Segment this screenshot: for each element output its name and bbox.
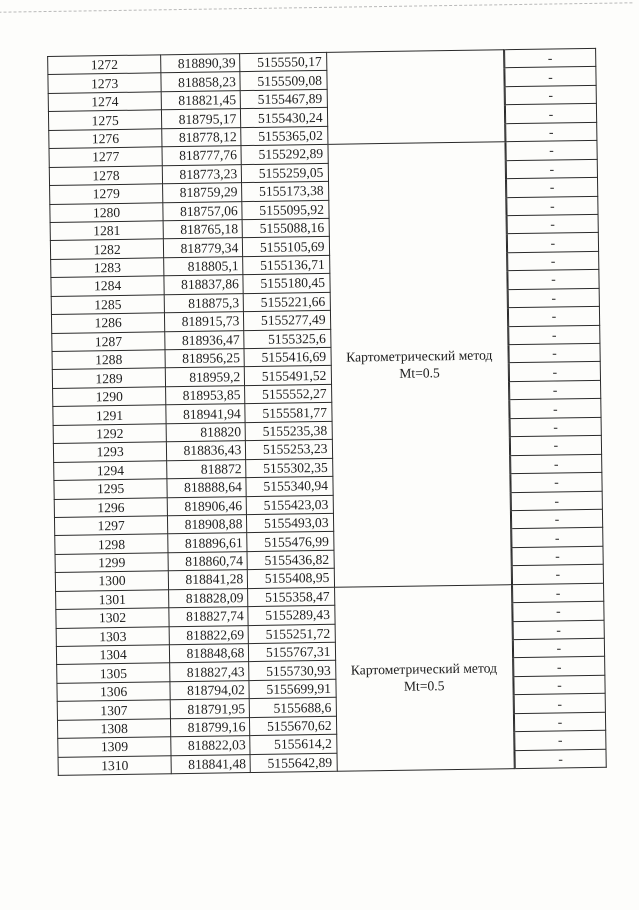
point-number-cell: 1294 bbox=[54, 460, 167, 480]
accuracy-label: Mt=0.5 bbox=[399, 365, 440, 381]
x-coordinate-cell: 818757,06 bbox=[163, 201, 242, 221]
dash-cell: - bbox=[509, 362, 600, 382]
y-coordinate-cell: 5155730,93 bbox=[249, 661, 335, 681]
dash-cell: - bbox=[514, 675, 605, 695]
x-coordinate-cell: 818822,69 bbox=[169, 625, 248, 645]
dash-cell: - bbox=[508, 306, 599, 326]
point-number-cell: 1307 bbox=[57, 700, 170, 720]
x-coordinate-cell: 818875,3 bbox=[164, 293, 243, 313]
point-number-cell: 1293 bbox=[53, 442, 166, 462]
x-coordinate-cell: 818841,48 bbox=[171, 754, 250, 774]
point-number-cell: 1304 bbox=[56, 645, 169, 665]
y-coordinate-cell: 5155105,69 bbox=[243, 237, 329, 257]
x-coordinate-cell: 818777,76 bbox=[162, 146, 241, 166]
dash-cell: - bbox=[506, 177, 597, 197]
point-number-cell: 1295 bbox=[54, 479, 167, 499]
x-coordinate-cell: 818848,68 bbox=[170, 644, 249, 664]
point-number-cell: 1282 bbox=[50, 239, 163, 259]
x-coordinate-cell: 818822,03 bbox=[171, 736, 250, 756]
y-coordinate-cell: 5155408,95 bbox=[248, 569, 334, 589]
y-coordinate-cell: 5155493,03 bbox=[247, 513, 333, 533]
point-number-cell: 1303 bbox=[56, 626, 169, 646]
point-number-cell: 1287 bbox=[52, 331, 165, 351]
x-coordinate-cell: 818805,1 bbox=[164, 256, 243, 276]
x-coordinate-cell: 818820 bbox=[166, 422, 245, 442]
x-coordinate-cell: 818915,73 bbox=[165, 312, 244, 332]
point-number-cell: 1298 bbox=[55, 534, 168, 554]
method-cell-empty bbox=[326, 50, 505, 145]
x-coordinate-cell: 818941,94 bbox=[166, 404, 245, 424]
point-number-cell: 1309 bbox=[58, 737, 171, 757]
y-coordinate-cell: 5155614,2 bbox=[250, 734, 336, 754]
point-number-cell: 1297 bbox=[54, 516, 167, 536]
x-coordinate-cell: 818953,85 bbox=[166, 385, 245, 405]
y-coordinate-cell: 5155088,16 bbox=[242, 218, 328, 238]
dash-cell: - bbox=[509, 380, 600, 400]
dash-cell: - bbox=[504, 48, 595, 68]
x-coordinate-cell: 818795,17 bbox=[162, 109, 241, 129]
dash-cell: - bbox=[514, 694, 605, 714]
y-coordinate-cell: 5155436,82 bbox=[247, 550, 333, 570]
dash-cell: - bbox=[515, 730, 606, 750]
point-number-cell: 1301 bbox=[56, 589, 169, 609]
accuracy-label: Mt=0.5 bbox=[403, 678, 445, 695]
x-coordinate-cell: 818827,43 bbox=[170, 662, 249, 682]
y-coordinate-cell: 5155289,43 bbox=[248, 605, 334, 625]
y-coordinate-cell: 5155235,38 bbox=[245, 421, 331, 441]
y-coordinate-cell: 5155358,47 bbox=[248, 587, 334, 607]
x-coordinate-cell: 818908,88 bbox=[168, 515, 247, 535]
point-number-cell: 1291 bbox=[53, 405, 166, 425]
x-coordinate-cell: 818779,34 bbox=[164, 238, 243, 258]
method-label: Картометрический метод bbox=[350, 660, 498, 678]
y-coordinate-cell: 5155581,77 bbox=[245, 403, 331, 423]
x-coordinate-cell: 818791,95 bbox=[170, 699, 249, 719]
y-coordinate-cell: 5155491,52 bbox=[245, 366, 331, 386]
x-coordinate-cell: 818828,09 bbox=[169, 588, 248, 608]
x-coordinate-cell: 818906,46 bbox=[167, 496, 246, 516]
point-number-cell: 1296 bbox=[54, 497, 167, 517]
dash-cell: - bbox=[508, 325, 599, 345]
x-coordinate-cell: 818890,39 bbox=[161, 54, 240, 74]
dash-cell: - bbox=[512, 583, 603, 603]
point-number-cell: 1306 bbox=[57, 682, 170, 702]
point-number-cell: 1300 bbox=[55, 571, 168, 591]
point-number-cell: 1274 bbox=[48, 92, 161, 112]
dash-cell: - bbox=[512, 546, 603, 566]
method-label: Картометрический метод bbox=[346, 347, 493, 365]
y-coordinate-cell: 5155173,38 bbox=[242, 181, 328, 201]
x-coordinate-cell: 818827,74 bbox=[169, 607, 248, 627]
y-coordinate-cell: 5155699,91 bbox=[249, 679, 335, 699]
x-coordinate-cell: 818956,25 bbox=[165, 349, 244, 369]
y-coordinate-cell: 5155670,62 bbox=[250, 716, 336, 736]
x-coordinate-cell: 818821,45 bbox=[161, 91, 240, 111]
x-coordinate-cell: 818837,86 bbox=[164, 275, 243, 295]
dash-cell: - bbox=[507, 233, 598, 253]
point-number-cell: 1288 bbox=[52, 350, 165, 370]
dash-cell: - bbox=[513, 657, 604, 677]
dash-cell: - bbox=[505, 67, 596, 87]
dash-cell: - bbox=[510, 399, 601, 419]
point-number-cell: 1305 bbox=[57, 663, 170, 683]
method-cell bbox=[334, 584, 514, 771]
dash-cell: - bbox=[506, 159, 597, 179]
dash-cell: - bbox=[506, 141, 597, 161]
point-number-cell: 1283 bbox=[51, 258, 164, 278]
point-number-cell: 1290 bbox=[53, 387, 166, 407]
dash-cell: - bbox=[512, 528, 603, 548]
coordinates-table bbox=[47, 48, 607, 776]
y-coordinate-cell: 5155136,71 bbox=[243, 255, 329, 275]
y-coordinate-cell: 5155550,17 bbox=[240, 52, 326, 72]
x-coordinate-cell: 818836,43 bbox=[167, 441, 246, 461]
dash-cell: - bbox=[508, 270, 599, 290]
page-top-edge bbox=[0, 2, 632, 12]
x-coordinate-cell: 818936,47 bbox=[165, 330, 244, 350]
dash-cell: - bbox=[508, 288, 599, 308]
dash-cell: - bbox=[505, 122, 596, 142]
dash-cell: - bbox=[507, 214, 598, 234]
y-coordinate-cell: 5155642,89 bbox=[250, 753, 336, 773]
point-number-cell: 1275 bbox=[48, 110, 161, 130]
point-number-cell: 1286 bbox=[51, 313, 164, 333]
x-coordinate-cell: 818959,2 bbox=[165, 367, 244, 387]
point-number-cell: 1276 bbox=[49, 129, 162, 149]
dash-cell: - bbox=[509, 343, 600, 363]
point-number-cell: 1285 bbox=[51, 294, 164, 314]
dash-cell: - bbox=[507, 251, 598, 271]
point-number-cell: 1299 bbox=[55, 553, 168, 573]
dash-cell: - bbox=[505, 85, 596, 105]
x-coordinate-cell: 818765,18 bbox=[163, 220, 242, 240]
y-coordinate-cell: 5155365,02 bbox=[241, 126, 327, 146]
dash-cell: - bbox=[514, 712, 605, 732]
y-coordinate-cell: 5155302,35 bbox=[246, 458, 332, 478]
x-coordinate-cell: 818773,23 bbox=[162, 164, 241, 184]
point-number-cell: 1302 bbox=[56, 608, 169, 628]
point-number-cell: 1292 bbox=[53, 424, 166, 444]
x-coordinate-cell: 818872 bbox=[167, 459, 246, 479]
dash-cell: - bbox=[513, 601, 604, 621]
x-coordinate-cell: 818778,12 bbox=[162, 127, 241, 147]
y-coordinate-cell: 5155325,6 bbox=[244, 329, 330, 349]
point-number-cell: 1280 bbox=[50, 202, 163, 222]
y-coordinate-cell: 5155767,31 bbox=[249, 642, 335, 662]
y-coordinate-cell: 5155292,89 bbox=[241, 145, 327, 165]
point-number-cell: 1289 bbox=[52, 368, 165, 388]
dash-cell: - bbox=[507, 196, 598, 216]
point-number-cell: 1281 bbox=[50, 221, 163, 241]
y-coordinate-cell: 5155095,92 bbox=[242, 200, 328, 220]
y-coordinate-cell: 5155552,27 bbox=[245, 384, 331, 404]
dash-cell: - bbox=[510, 436, 601, 456]
y-coordinate-cell: 5155340,94 bbox=[246, 476, 332, 496]
x-coordinate-cell: 818794,02 bbox=[170, 680, 249, 700]
point-number-cell: 1272 bbox=[48, 55, 161, 75]
point-number-cell: 1284 bbox=[51, 276, 164, 296]
point-number-cell: 1310 bbox=[58, 755, 171, 775]
dash-cell: - bbox=[510, 454, 601, 474]
x-coordinate-cell: 818759,29 bbox=[163, 183, 242, 203]
y-coordinate-cell: 5155416,69 bbox=[244, 347, 330, 367]
x-coordinate-cell: 818896,61 bbox=[168, 533, 247, 553]
dash-cell: - bbox=[515, 749, 606, 769]
y-coordinate-cell: 5155253,23 bbox=[246, 440, 332, 460]
y-coordinate-cell: 5155430,24 bbox=[241, 108, 327, 128]
dash-cell: - bbox=[513, 638, 604, 658]
point-number-cell: 1279 bbox=[50, 184, 163, 204]
point-number-cell: 1278 bbox=[49, 165, 162, 185]
y-coordinate-cell: 5155277,49 bbox=[244, 310, 330, 330]
x-coordinate-cell: 818858,23 bbox=[161, 72, 240, 92]
x-coordinate-cell: 818860,74 bbox=[168, 551, 247, 571]
y-coordinate-cell: 5155221,66 bbox=[244, 292, 330, 312]
y-coordinate-cell: 5155467,89 bbox=[241, 89, 327, 109]
point-number-cell: 1277 bbox=[49, 147, 162, 167]
dash-cell: - bbox=[512, 565, 603, 585]
x-coordinate-cell: 818841,28 bbox=[168, 570, 247, 590]
y-coordinate-cell: 5155251,72 bbox=[248, 624, 334, 644]
dash-cell: - bbox=[511, 472, 602, 492]
x-coordinate-cell: 818799,16 bbox=[171, 717, 250, 737]
x-coordinate-cell: 818888,64 bbox=[167, 478, 246, 498]
dash-cell: - bbox=[511, 491, 602, 511]
y-coordinate-cell: 5155688,6 bbox=[250, 698, 336, 718]
y-coordinate-cell: 5155423,03 bbox=[247, 495, 333, 515]
point-number-cell: 1308 bbox=[57, 718, 170, 738]
dash-cell: - bbox=[505, 104, 596, 124]
y-coordinate-cell: 5155509,08 bbox=[240, 71, 326, 91]
y-coordinate-cell: 5155259,05 bbox=[242, 163, 328, 183]
point-number-cell: 1273 bbox=[48, 73, 161, 93]
dash-cell: - bbox=[510, 417, 601, 437]
dash-cell: - bbox=[511, 509, 602, 529]
y-coordinate-cell: 5155180,45 bbox=[243, 274, 329, 294]
y-coordinate-cell: 5155476,99 bbox=[247, 532, 333, 552]
dash-cell: - bbox=[513, 620, 604, 640]
method-cell bbox=[327, 142, 511, 587]
